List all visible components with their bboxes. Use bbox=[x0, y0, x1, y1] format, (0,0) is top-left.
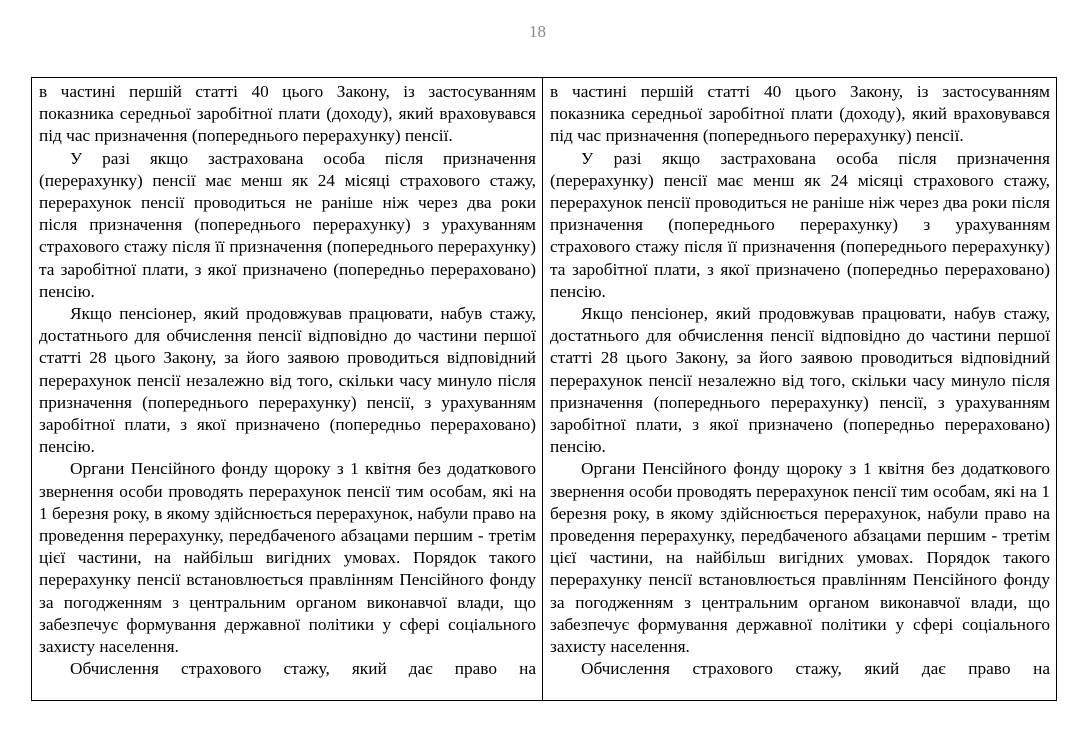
page-number: 18 bbox=[529, 22, 546, 41]
left-paragraph-1: в частині першій статті 40 цього Закону, із застосуванням показника середньої заробітної плати (доходу), який враховувався під час призначення (попереднього перерахунку) пенсії. bbox=[39, 82, 536, 146]
right-paragraph-5: Обчислення страхового стажу, який дає право на bbox=[581, 659, 1050, 679]
right-paragraph-1: в частині першій статті 40 цього Закону, із застосуванням показника середньої заробітної плати (доходу), який враховувався під час призначення (попереднього перерахунку) пенсії. bbox=[550, 82, 1050, 146]
left-paragraph-4: Органи Пенсійного фонду щороку з 1 квітня без додаткового звернення особи проводять перерахунок пенсії тим особам, які на 1 березня року, в якому здійснюється перерахунок, набули право на проведення перерахунку, передбаченого абзацами першим - третім цієї частини, на найбільш вигідних умовах. Порядок такого перерахунку пенсії встановлюється правлінням Пенсійного фонду за погодженням з центральним органом виконавчої влади, що забезпечує формування державної політики у сфері соціального захисту населення. bbox=[39, 459, 536, 657]
right-paragraph-4: Органи Пенсійного фонду щороку з 1 квітня без додаткового звернення особи проводять перерахунок пенсії тим особам, які на 1 березня року, в якому здійснюється перерахунок, набули право на проведення перерахунку, передбаченого абзацами першим - третім цієї частини, на найбільш вигідних умовах. Порядок такого перерахунку пенсії встановлюється правлінням Пенсійного фонду за погодженням з центральним органом виконавчої влади, що забезпечує формування державної політики у сфері соціального захисту населення. bbox=[550, 459, 1050, 657]
table-row bbox=[32, 78, 1057, 701]
right-paragraph-2: У разі якщо застрахована особа після призначення (перерахунку) пенсії має менш як 24 місяці страхового стажу, перерахунок пенсії проводиться не раніше ніж через два роки після призначення (попереднього перерахунку) з урахуванням страхового стажу після її призначення (попереднього перерахунку) та заробітної плати, з якої призначено (попередньо перераховано) пенсію. bbox=[550, 148, 1050, 301]
left-paragraph-5: Обчислення страхового стажу, який дає право на bbox=[70, 659, 536, 679]
right-column-cell bbox=[543, 78, 1057, 701]
left-paragraph-3: Якщо пенсіонер, який продовжував працювати, набув стажу, достатнього для обчислення пенсії відповідно до частини першої статті 28 цього Закону, за його заявою проводиться відповідний перерахунок пенсії незалежно від того, скільки часу минуло після призначення (попереднього перерахунку) пенсії, з урахуванням заробітної плати, з якої призначено (попередньо перераховано) пенсію. bbox=[39, 304, 536, 457]
left-paragraph-2: У разі якщо застрахована особа після призначення (перерахунку) пенсії має менш як 24 місяці страхового стажу, перерахунок пенсії проводиться не раніше ніж через два роки після призначення (попереднього перерахунку) з урахуванням страхового стажу після її призначення (попереднього перерахунку) та заробітної плати, з якої призначено (попередньо перераховано) пенсію. bbox=[39, 148, 536, 301]
comparison-table bbox=[31, 77, 1057, 701]
right-paragraph-3: Якщо пенсіонер, який продовжував працювати, набув стажу, достатнього для обчислення пенсії відповідно до частини першої статті 28 цього Закону, за його заявою проводиться відповідний перерахунок пенсії незалежно від того, скільки часу минуло після призначення (попереднього перерахунку) пенсії, з урахуванням заробітної плати, з якої призначено (попередньо перераховано) пенсію. bbox=[550, 304, 1050, 457]
left-column-cell bbox=[32, 78, 543, 701]
